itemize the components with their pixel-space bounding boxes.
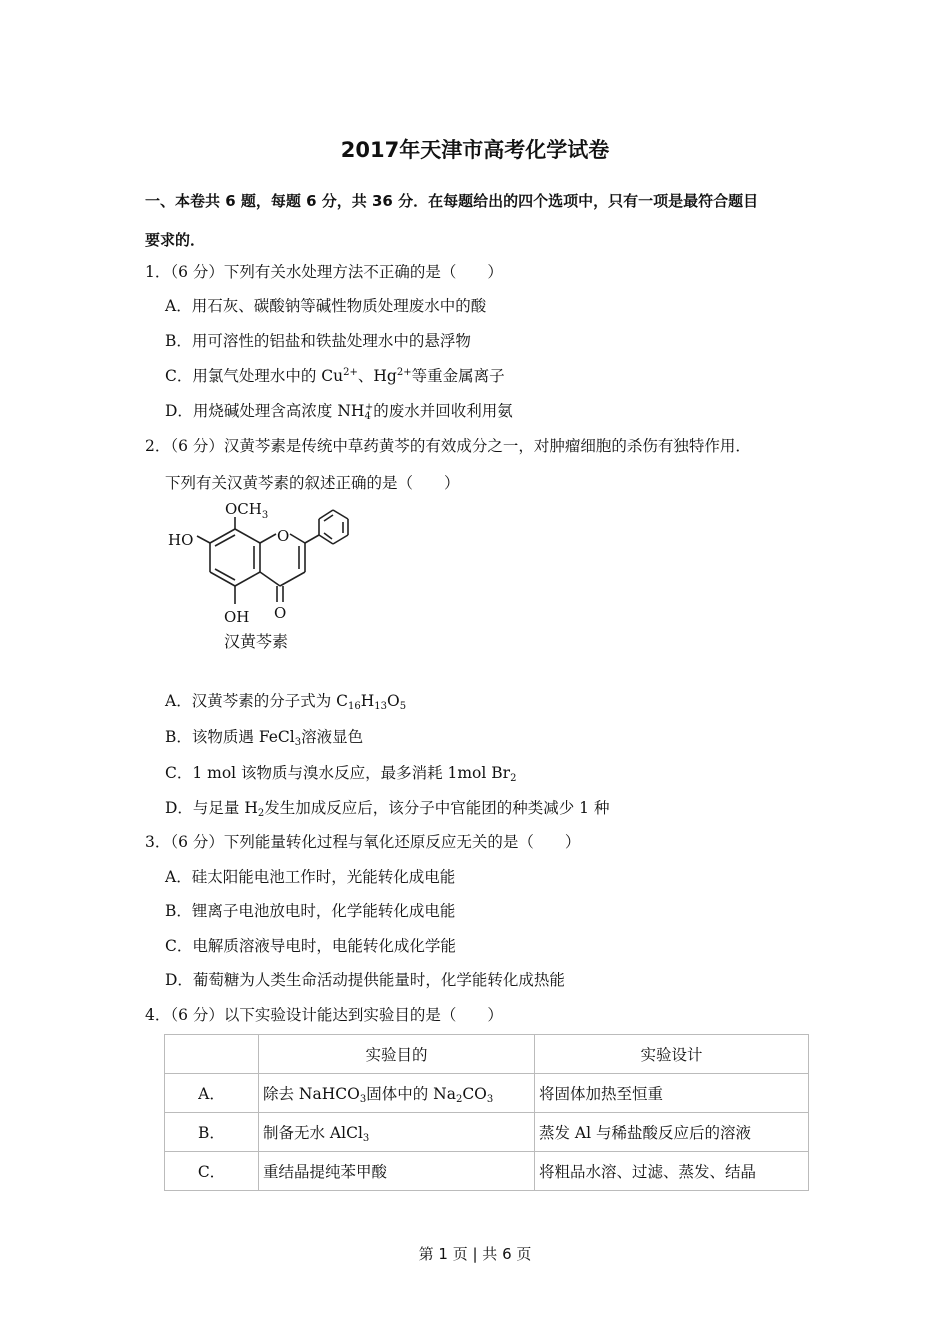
och3-label: $OCH_3$	[225, 500, 269, 521]
structure-caption: 汉黄芩素	[224, 632, 289, 651]
table-header-cell	[165, 1035, 259, 1074]
experiment-goal: 重结晶提纯苯甲酸	[259, 1152, 535, 1191]
table-header-row	[165, 1035, 809, 1074]
q2-option-b: B．该物质遇 FeCl$_3$溶液显色	[165, 728, 364, 748]
page-footer: 第 1 页 | 共 6 页	[418, 1245, 532, 1263]
q1-option-a: A．用石灰、碳酸钠等碱性物质处理废水中的酸	[165, 297, 487, 315]
q2-option-d: D．与足量 $H_2$发生加成反应后，该分子中官能团的种类减少 1 种	[165, 799, 610, 819]
experiment-design: 蒸发 Al 与稀盐酸反应后的溶液	[535, 1113, 809, 1152]
q4-experiment-table	[164, 1034, 809, 1191]
experiment-goal: 制备无水 AlCl$_3$	[259, 1113, 535, 1152]
q2-stem-line1: 2．（6 分）汉黄芩素是传统中草药黄芩的有效成分之一，对肿瘤细胞的杀伤有独特作用．	[145, 437, 751, 455]
row-label: C．	[165, 1152, 259, 1191]
q1-option-d: D．用烧碱处理含高浓度 $NH_4^+$的废水并回收利用氨	[165, 402, 513, 422]
ho-label: HO	[168, 531, 194, 549]
carbonyl-oxygen-label: O	[274, 604, 287, 622]
q3-option-c: C．电解质溶液导电时，电能转化成化学能	[165, 937, 456, 955]
wogonin-structure-diagram	[165, 500, 365, 660]
experiment-design: 将固体加热至恒重	[535, 1074, 809, 1113]
q3-option-b: B．锂离子电池放电时，化学能转化成电能	[165, 902, 456, 920]
q2-option-c: C．1 mol 该物质与溴水反应，最多消耗 1mol $Br_2$	[165, 764, 517, 784]
q3-stem: 3．（6 分）下列能量转化过程与氧化还原反应无关的是（ ）	[145, 833, 581, 851]
section-instructions-line1: 一、本卷共 6 题，每题 6 分，共 36 分．在每题给出的四个选项中，只有一项是最符合题目	[145, 192, 759, 210]
row-label: A．	[165, 1074, 259, 1113]
experiment-design: 将粗品水溶、过滤、蒸发、结晶	[535, 1152, 809, 1191]
q3-option-a: A．硅太阳能电池工作时，光能转化成电能	[165, 868, 456, 886]
q1-option-b: B．用可溶性的铝盐和铁盐处理水中的悬浮物	[165, 332, 471, 350]
table-row	[165, 1152, 809, 1191]
table-row	[165, 1074, 809, 1113]
table-header-cell: 实验设计	[535, 1035, 809, 1074]
table-row	[165, 1113, 809, 1152]
q3-option-d: D．葡萄糖为人类生命活动提供能量时，化学能转化成热能	[165, 971, 565, 989]
q2-option-a: A．汉黄芩素的分子式为 $C_{16}H_{13}O_5$	[165, 692, 407, 712]
page-title: 2017年天津市高考化学试卷	[340, 138, 610, 162]
row-label: B．	[165, 1113, 259, 1152]
section-instructions-line2: 要求的．	[145, 231, 206, 249]
q4-stem: 4．（6 分）以下实验设计能达到实验目的是（ ）	[145, 1006, 503, 1024]
q1-option-c: C．用氯气处理水中的 $Cu^{2+}$、$Hg^{2+}$等重金属离子	[165, 367, 505, 385]
experiment-goal: 除去 NaHCO$_3$固体中的 $Na_2CO_3$	[259, 1074, 535, 1113]
table-header-cell: 实验目的	[259, 1035, 535, 1074]
oh-label: OH	[224, 608, 250, 626]
q2-stem-line2: 下列有关汉黄芩素的叙述正确的是（ ）	[165, 474, 460, 492]
q1-stem: 1．（6 分）下列有关水处理方法不正确的是（ ）	[145, 263, 503, 281]
ring-oxygen-label: O	[277, 527, 290, 545]
